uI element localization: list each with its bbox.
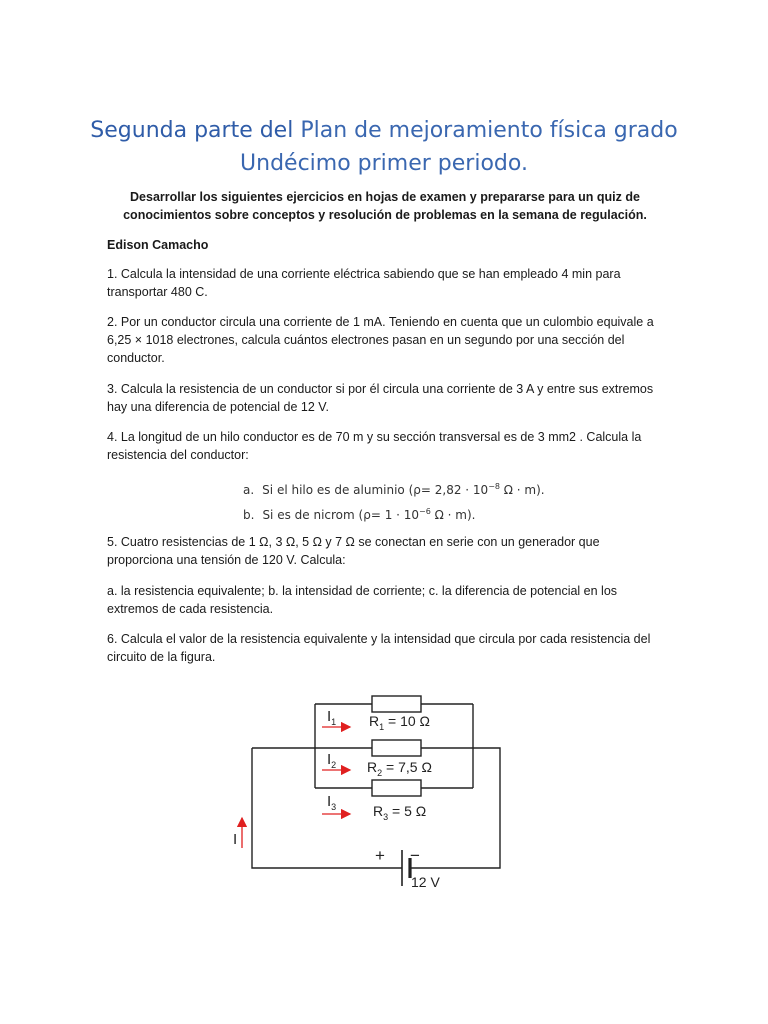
label-total-current: I	[233, 831, 238, 848]
problem-6: 6. Calcula el valor de la resistencia equivalente y la intensidad que circula por cada resistencia del circuito de la figura.	[107, 632, 651, 664]
label-i3: $I_3$	[327, 793, 337, 812]
intro-text: Desarrollar los siguientes ejercicios en hojas de examen y prepararse para un quiz de conocimientos sobre conceptos y resolución de problemas en la semana de regulación.	[123, 190, 647, 222]
battery-plus: +	[375, 846, 385, 865]
circuit-diagram	[230, 688, 520, 898]
item-a-exponent: −8	[488, 482, 500, 491]
document-title	[60, 114, 708, 180]
resistor-r3	[372, 780, 421, 796]
item-b-letter: b.	[243, 508, 255, 522]
battery-voltage: 12 V	[411, 874, 440, 890]
label-i2: $I_2$	[327, 751, 337, 770]
title-line2: Undécimo primer periodo.	[240, 151, 528, 176]
item-b-text: Si es de nicrom (ρ= 1 · 10	[262, 508, 420, 522]
item-b-unit: Ω · m).	[430, 508, 476, 522]
problem-4: 4. La longitud de un hilo conductor es de 70 m y su sección transversal es de 3 mm2 . Calcula la resistencia del conductor:	[107, 430, 642, 462]
battery-minus: −	[410, 846, 420, 865]
title-part1: Segunda parte del	[90, 118, 294, 143]
problem-4-item-b	[243, 502, 475, 525]
item-a-unit: Ω · m).	[499, 483, 545, 497]
resistor-r2	[372, 740, 421, 756]
problem-4-item-a	[243, 477, 545, 500]
label-r2: $R_2 = 7,5$ Ω	[367, 759, 432, 778]
item-a-letter: a.	[243, 483, 255, 497]
label-r3: $R_3 = 5$ Ω	[373, 803, 427, 822]
problem-2: 2. Por un conductor circula una corriente de 1 mA. Teniendo en cuenta que un culombio equivale a 6,25 × 1018 electrones, calcula cuántos electrones pasan en un segundo por una sección del conductor.	[107, 315, 654, 365]
title-part2: Plan de mejoramiento física grado	[300, 118, 678, 143]
resistor-r1	[372, 696, 421, 712]
author-name: Edison Camacho	[107, 238, 209, 252]
problem-3: 3. Calcula la resistencia de un conductor si por él circula una corriente de 3 A y entre sus extremos hay una diferencia de potencial de 12 V.	[107, 382, 654, 414]
item-b-exponent: −6	[419, 507, 431, 516]
problem-5: 5. Cuatro resistencias de 1 Ω, 3 Ω, 5 Ω y 7 Ω se conectan en serie con un generador que proporciona una tensión de 120 V. Calcula:	[107, 535, 600, 567]
problem-1: 1. Calcula la intensidad de una corriente eléctrica sabiendo que se han empleado 4 min para transportar 480 C.	[107, 267, 621, 299]
problem-5-parts: a. la resistencia equivalente; b. la intensidad de corriente; c. la diferencia de potencial en los extremos de cada resistencia.	[107, 584, 618, 616]
item-a-text: Si el hilo es de aluminio (ρ= 2,82 · 10	[262, 483, 489, 497]
label-r1: $R_1 = 10$ Ω	[369, 713, 431, 732]
label-i1: $I_1$	[327, 708, 337, 727]
